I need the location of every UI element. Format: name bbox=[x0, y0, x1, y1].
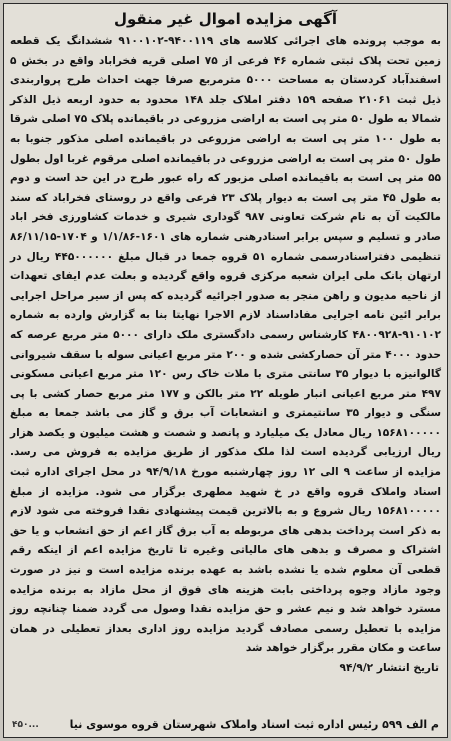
footer-code: ۴۵۰... bbox=[12, 719, 39, 730]
notice-title: آگهی مزایده اموال غیر منقول bbox=[113, 10, 338, 28]
notice-footer bbox=[4, 714, 447, 737]
signature: م الف ۵۹۹ رئیس اداره ثبت اسناد واملاک شهرستان قروه موسوی نیا bbox=[69, 718, 439, 731]
notice-paper bbox=[3, 3, 448, 738]
notice-body: به موجب پرونده های اجرائی کلاسه های ۹۴۰۰۱۱۹-۹۱۰۰۱۰۲ ششدانگ یک قطعه زمین تحت پلاک ثبتی شماره ۴۶ فرعی از ۷۵ اصلی قریه فخراباد واقع در بخش ۵ اسفندآباد کردستان به مساحت ۵۰۰۰ مترمربع صرفا جهت احداث طرح پرواربندی ذیل ثبت ۲۱۰۶۱ صفحه ۱۵۹ دفتر املاک جلد ۱۴۸ محدود به حدود اربعه ذیل الذکر شمالا به طول ۵۰ متر پی است به اراضی مزروعی در باقیمانده پلاک ۷۵ اصلی شرقا به طول ۱۰۰ متر پی است به اراضی مزروعی در باقیمانده اصلی مذکور جنوبا به طول ۵۰ متر پی است به اراضی مزروعی در باقیمانده اصلی مرقوم غربا اول بطول ۵۵ متر پی است به باقیمانده اصلی مزبور که راه عبور طرح در این حد است و دوم به طول ۴۵ متر پی است به دیوار پلاک ۲۳ فرعی واقع در روستای فخراباد که سند مالکیت آن به نام شرکت تعاونی ۹۸۷ گوداری شیری و خدمات کشاورزی فخر اباد صادر و تسلیم و سپس برابر اسنادرهنی شماره های ۱۶۰۱-۱/۱/۸۶ و ۱۷۰۴-۸۶/۱۱/۱۵ تنظیمی دفتراسنادرسمی شماره ۵۱ قروه جمعا در قبال مبلغ ۴۴۵۰۰۰۰۰۰ ریال در ارتهان بانک ملی ایران شعبه مرکزی قروه واقع گردیده و بعلت عدم ایفای تعهدات از ناحیه مدیون و راهن منجر به صدور اجرائیه گردیده که پس از سیر مراحل اجرایی برابر ائین نامه اجرایی مفاداسناد لازم الاجرا نهایتا بنا به گزارش وارده به شماره ۹۱۰۱۰۲-۴۸۰۰۹۲۸ کارشناس رسمی دادگستری ملک دارای ۵۰۰۰ متر مربع عرصه که حدود ۴۰۰۰ متر آن حصارکشی شده و ۲۰۰ متر مربع اعیانی سوله با سقف شیروانی گالوانیزه با دیوار ۳۵ سانتی متری با ملات خاک رس ۱۲۰ متر مربع اعیانی مسکونی ۴۹۷ متر مربع اعیانی انبار طویله ۲۲ متر بالکن و ۱۷۷ متر مربع حصار کشی با پی سنگی و دیوار ۳۵ سانتیمتری و انشعابات آب برق و گاز می باشد جمعا به مبلغ ۱۵۶۸۱۰۰۰۰۰ ریال معادل یک میلیارد و پانصد و شصت و هشت میلیون و یکصد هزار ریال ارزیابی گردیده است لذا ملک مذکور از طریق مزایده به فروش می رسد. مزایده از ساعت ۹ الی ۱۲ روز چهارشنبه مورخ ۹۴/۹/۱۸ در محل اجرای اداره ثبت اسناد واملاک قروه واقع در خ شهید مطهری برگزار می شود. مزایده از مبلغ ۱۵۶۸۱۰۰۰۰۰ ریال شروع و به بالاترین قیمت پیشنهادی نقدا فروخته می شود لازم به ذکر است پرداخت بدهی های مربوطه به آب برق گاز اعم از حق انشعاب و یا حق اشتراک و مصرف و بدهی های مالیاتی وغیره تا تاریخ مزایده اعم از اینکه رقم قطعی آن معلوم شده یا نشده باشد به عهده برنده مزایده است و نیز در صورت وجود مازاد وجوه پرداختی بابت هزینه های فوق از محل مازاد به برنده مزایده مسترد خواهد شد و نیم عشر و حق مزایده نقدا وصول می گردد ضمنا چنانچه روز مزایده با تعطیل رسمی مصادف گردید مزایده روز اداری بعداز تعطیلی در همان ساعت و مکان مقرر برگزار خواهد شد bbox=[10, 35, 442, 655]
publish-date: تاریخ انتشار ۹۴/۹/۲ bbox=[339, 662, 439, 674]
